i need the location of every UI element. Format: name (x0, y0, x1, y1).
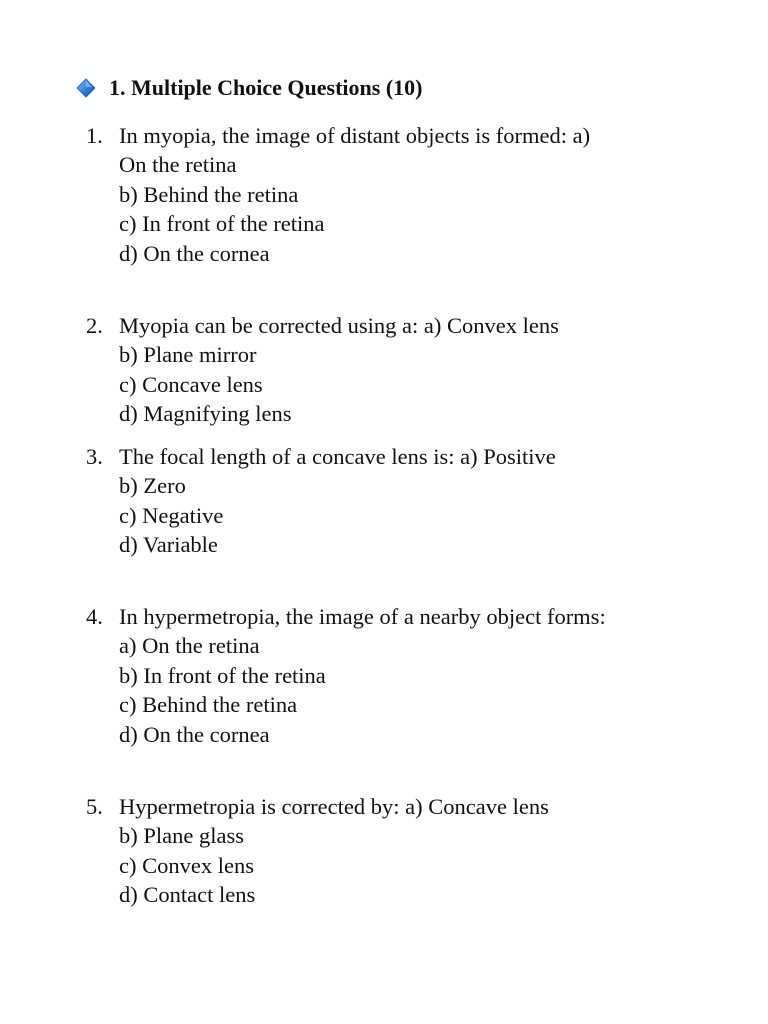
question-number: 3. (86, 444, 103, 469)
question-5 (86, 792, 549, 910)
option-b: b) Plane glass (119, 823, 244, 849)
option-c: c) Convex lens (119, 852, 254, 878)
option-d: d) Magnifying lens (119, 401, 292, 427)
option-c: c) Behind the retina (119, 692, 298, 718)
option-b: b) In front of the retina (119, 662, 326, 688)
option-d: d) On the cornea (119, 240, 270, 266)
question-text: Myopia can be corrected using a: a) Convex lens (119, 313, 559, 338)
option-b: b) Plane mirror (119, 342, 257, 368)
question-number: 1. (86, 123, 103, 148)
option-c: c) Negative (119, 502, 224, 528)
question-4 (86, 602, 606, 749)
section-title: 1. Multiple Choice Questions (10) (109, 75, 423, 100)
question-line: On the retina (119, 152, 237, 178)
question-1 (86, 121, 590, 268)
option-d: d) Variable (119, 532, 218, 558)
option-a: a) On the retina (119, 633, 260, 659)
option-d: d) Contact lens (119, 882, 256, 908)
question-text: Hypermetropia is corrected by: a) Concave lens (119, 794, 549, 819)
question-2 (86, 311, 559, 429)
question-number: 4. (86, 604, 103, 629)
section-heading (76, 74, 423, 102)
question-number: 5. (86, 794, 103, 819)
option-c: c) Concave lens (119, 371, 263, 397)
option-b: b) Behind the retina (119, 181, 299, 207)
option-b: b) Zero (119, 473, 186, 499)
question-text: The focal length of a concave lens is: a) Positive (119, 444, 556, 469)
question-text: In hypermetropia, the image of a nearby object forms: (119, 604, 606, 629)
option-c: c) In front of the retina (119, 211, 325, 237)
question-number: 2. (86, 313, 103, 338)
question-3 (86, 442, 556, 560)
blue-diamond-icon (76, 78, 96, 98)
option-d: d) On the cornea (119, 721, 270, 747)
question-text: In myopia, the image of distant objects is formed: a) (119, 123, 591, 148)
